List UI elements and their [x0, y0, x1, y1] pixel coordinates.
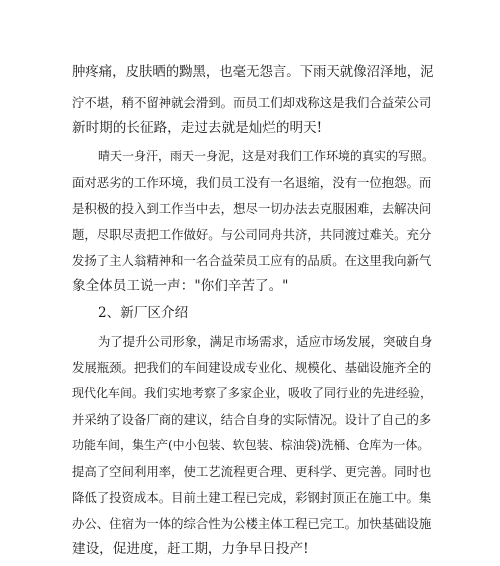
paragraph-1-line-2: 泞不堪，稍不留神就会滑到。而员工们却戏称这是我们合益荣公司 — [72, 95, 432, 110]
paragraph-3-line-2: 发展瓶颈。把我们的车间建设成专业化、规模化、基础设施齐全的 — [72, 360, 432, 375]
paragraph-2-line-5: 发扬了主人翁精神和一名合益荣员工应有的品质。在这里我向新气 — [72, 253, 432, 268]
paragraph-2-line-6: 象全体员工说一声："你们辛苦了。" — [72, 278, 289, 294]
paragraph-3-line-9: 建设，促进度，赶工期，力争早日投产! — [72, 541, 309, 557]
paragraph-3-line-7: 降低了投资成本。目前土建工程已完成，彩钢封顶正在施工中。集 — [72, 490, 432, 505]
paragraph-1-line-1: 肿疼痛，皮肤晒的黝黑，也毫无怨言。下雨天就像沼泽地，泥 — [72, 65, 434, 80]
paragraph-1-line-3: 新时期的长征路，走过去就是灿烂的明天! — [72, 120, 323, 136]
paragraph-3-line-3: 现代化车间。我们实地考察了多家企业，吸收了同行业的先进经验， — [72, 386, 433, 400]
paragraph-3-line-1: 为了提升公司形象，满足市场需求，适应市场发展，突破自身 — [98, 334, 433, 349]
paragraph-3-line-5: 功能车间，集生产(中小包装、软包装、棕油袋)洗桶、仓库为一体。 — [72, 438, 430, 452]
paragraph-2-line-4: 题，尽职尽责把工作做好。与公司同舟共济，共同渡过难关。充分 — [72, 227, 432, 242]
paragraph-2-line-1: 晴天一身汗，雨天一身泥，这是对我们工作环境的真实的写照。 — [98, 149, 435, 163]
paragraph-2-line-2: 面对恶劣的工作环境，我们员工没有一名退缩，没有一位抱怨。而 — [72, 175, 432, 190]
paragraph-3-line-6: 提高了空间利用率，使工艺流程更合理、更科学、更完善。同时也 — [72, 464, 432, 479]
section-heading: 2、新厂区介绍 — [98, 305, 189, 321]
paragraph-3-line-8: 办公、住宿为一体的综合性为公楼主体工程已完工。加快基础设施 — [72, 516, 432, 531]
paragraph-2-line-3: 是积极的投入到工作当中去，想尽一切办法去克服困难，去解决问 — [72, 201, 432, 216]
paragraph-3-line-4: 并采纳了设备厂商的建议，结合自身的实际情况。设计了自己的多 — [72, 412, 432, 427]
